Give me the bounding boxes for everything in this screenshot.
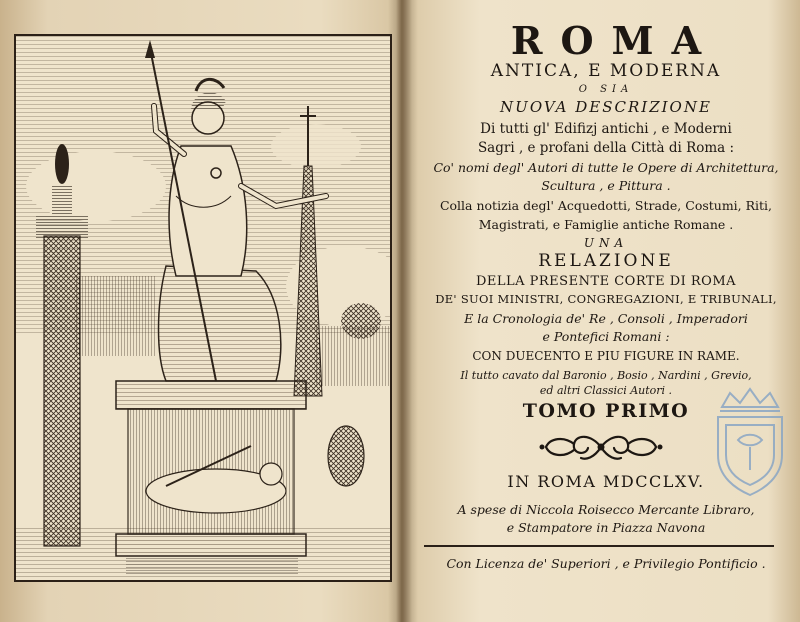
subtitle: ANTICA, E MODERNA (490, 61, 722, 81)
cronologia-line-2: e Pontefici Romani : (542, 329, 670, 344)
gutter-shadow (388, 0, 418, 622)
frontispiece-engraving (14, 34, 392, 582)
figure-line: CON DUECENTO E PIU FIGURE IN RAME. (472, 349, 740, 363)
printers-ornament-icon (536, 430, 666, 464)
publisher-line-2: e Stampatore in Piazza Navona (506, 520, 706, 535)
cronologia-line-1: E la Cronologia de' Re , Consoli , Imperadori (464, 311, 748, 326)
nuova-descrizione: NUOVA DESCRIZIONE (500, 98, 712, 116)
notizia-line-2: Magistrati, e Famiglie antiche Romane . (478, 217, 734, 232)
volume-label: TOMO PRIMO (522, 400, 690, 422)
description-line-1: Di tutti gl' Edifizj antichi , e Moderni (480, 121, 732, 137)
corte-line: DELLA PRESENTE CORTE DI ROMA (475, 274, 737, 289)
notizia-line-1: Colla notizia degl' Acquedotti, Strade, Costumi, Riti, (439, 198, 773, 213)
imprint-place-date: IN ROMA MDCCLXV. (507, 472, 705, 491)
title-page (418, 0, 794, 622)
sources-line-1: Il tutto cavato dal Baronio , Bosio , Nardini , Grevio, (460, 369, 752, 382)
publisher-line-1: A spese di Niccola Roisecco Mercante Libraro, (457, 502, 755, 517)
una-line: UNA (583, 236, 629, 250)
library-stamp-icon (704, 385, 796, 500)
licenza-line: Con Licenza de' Superiori , e Privilegio Pontificio . (446, 556, 766, 571)
description-line-2: Sagri , e profani della Città di Roma : (477, 140, 735, 156)
sources-line-2: ed altri Classici Autori . (539, 384, 673, 397)
authors-line-1: Co' nomi degl' Autori di tutte le Opere di Architettura, (433, 160, 779, 175)
o-sia-line: O SIA (578, 84, 634, 95)
relazione-heading: RELAZIONE (538, 251, 674, 271)
horizontal-rule (424, 545, 774, 547)
authors-line-2: Scultura , e Pittura . (541, 178, 671, 193)
ministri-line: DE' SUOI MINISTRI, CONGREGAZIONI, E TRIBUNALI, (435, 292, 777, 306)
title: ROMA (510, 18, 720, 63)
